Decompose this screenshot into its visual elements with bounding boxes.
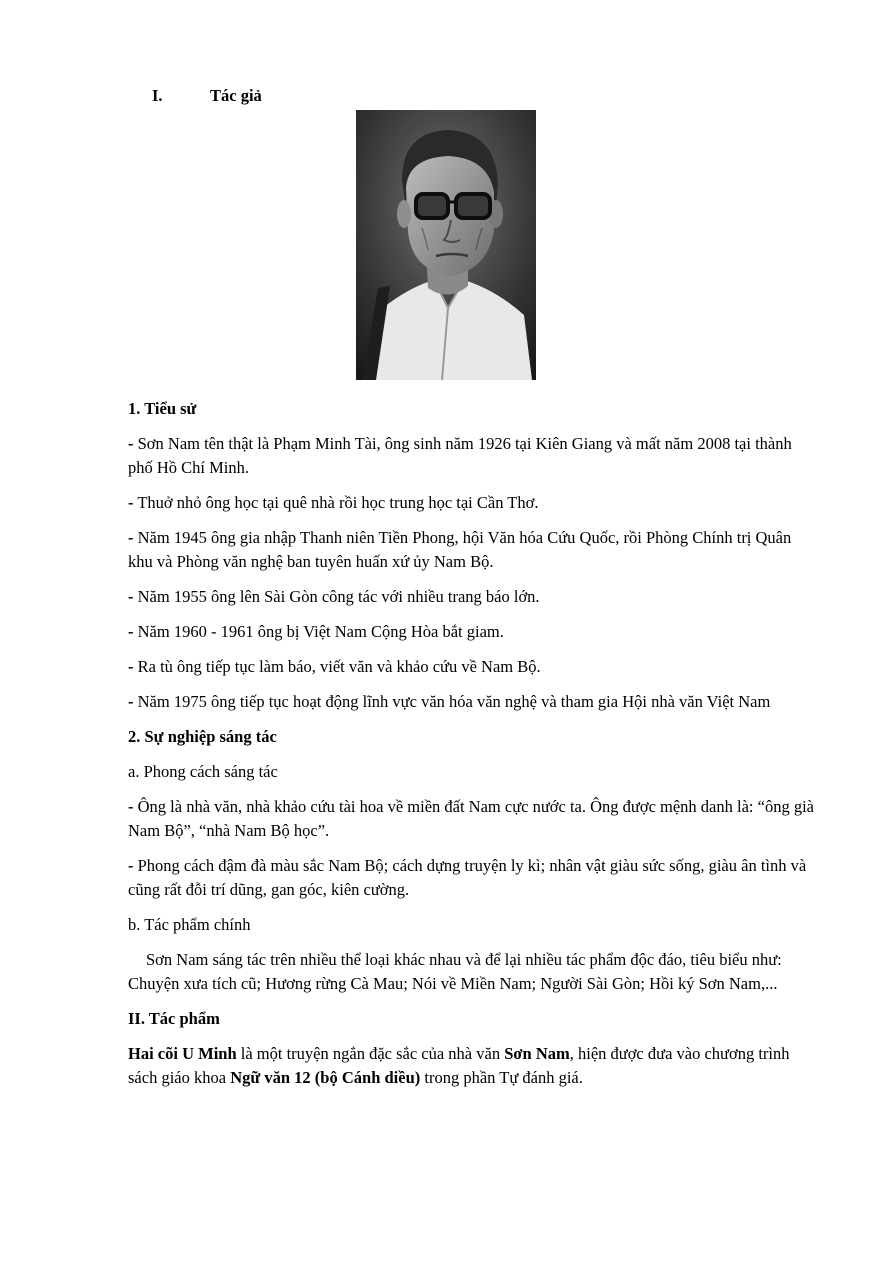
document-body (128, 397, 816, 1101)
bio-item-text: Năm 1960 - 1961 ông bị Việt Nam Cộng Hòa bắt giam. (133, 622, 504, 641)
bio-item-text: Sơn Nam tên thật là Phạm Minh Tài, ông sinh năm 1926 tại Kiên Giang và mất năm 2008 tại thành phố Hồ Chí Minh. (128, 434, 792, 477)
bullet-dash: - (128, 856, 134, 875)
author-portrait (356, 110, 536, 380)
bio-item (128, 432, 816, 480)
subheading-career: 2. Sự nghiệp sáng tác (128, 727, 277, 746)
bio-item-text: Thuở nhỏ ông học tại quê nhà rồi học trung học tại Cần Thơ. (133, 493, 539, 512)
bullet-dash: - (128, 493, 134, 512)
bio-item (128, 526, 816, 574)
bullet-dash: - (128, 434, 134, 453)
textbook-name: Ngữ văn 12 (bộ Cánh diều) (230, 1068, 421, 1087)
bio-item-text: Năm 1955 ông lên Sài Gòn công tác với nhiều trang báo lớn. (133, 587, 540, 606)
subheading-works: b. Tác phẩm chính (128, 915, 251, 934)
bio-item (128, 491, 816, 515)
bullet-dash: - (128, 657, 134, 676)
style-item-text: Phong cách đậm đà màu sắc Nam Bộ; cách dựng truyện ly kì; nhân vật giàu sức sống, giàu ân tình và cũng rất đỗi trí dũng, gan góc, kiên cường. (128, 856, 807, 899)
section-title: Tác giả (210, 86, 262, 105)
bio-item (128, 585, 816, 609)
bio-item-text: Ra tù ông tiếp tục làm báo, viết văn và khảo cứu về Nam Bộ. (133, 657, 541, 676)
bio-item-text: Năm 1975 ông tiếp tục hoạt động lĩnh vực văn hóa văn nghệ và tham gia Hội nhà văn Việt Nam (133, 692, 771, 711)
work-intro-text: , hiện được đưa vào chương trình sách giáo khoa (128, 1044, 790, 1087)
bio-item (128, 620, 816, 644)
bio-item (128, 655, 816, 679)
bio-item-text: Năm 1945 ông gia nhập Thanh niên Tiền Phong, hội Văn hóa Cứu Quốc, rồi Phòng Chính trị Quân khu và Phòng văn nghệ ban tuyên huấn xứ ủy Nam Bộ. (128, 528, 792, 571)
bullet-dash: - (128, 587, 134, 606)
style-item-text: Ông là nhà văn, nhà khảo cứu tài hoa về miền đất Nam cực nước ta. Ông được mệnh danh là: “ông già Nam Bộ”, “nhà Nam Bộ học”. (128, 797, 814, 840)
bullet-dash: - (128, 692, 134, 711)
work-intro-text: là một truyện ngắn đặc sắc của nhà văn (236, 1044, 505, 1063)
bullet-dash: - (128, 622, 134, 641)
work-intro-paragraph (128, 1042, 816, 1090)
author-name: Sơn Nam (504, 1044, 570, 1063)
section-heading-work: II. Tác phẩm (128, 1009, 220, 1028)
bullet-dash: - (128, 528, 134, 547)
bio-item (128, 690, 816, 714)
section-heading-author (152, 86, 262, 106)
works-paragraph: Sơn Nam sáng tác trên nhiều thể loại khác nhau và để lại nhiều tác phẩm độc đáo, tiêu biểu như: Chuyện xưa tích cũ; Hương rừng Cà Mau; Nói về Miền Nam; Người Sài Gòn; Hồi ký Sơn Nam,... (128, 950, 782, 993)
bullet-dash: - (128, 797, 134, 816)
subheading-biography: 1. Tiểu sử (128, 399, 197, 418)
section-number: I. (152, 86, 163, 105)
style-item (128, 854, 816, 902)
style-item (128, 795, 816, 843)
work-intro-text: trong phần Tự đánh giá. (420, 1068, 583, 1087)
subheading-style: a. Phong cách sáng tác (128, 762, 278, 781)
work-title: Hai cõi U Minh (128, 1044, 237, 1063)
